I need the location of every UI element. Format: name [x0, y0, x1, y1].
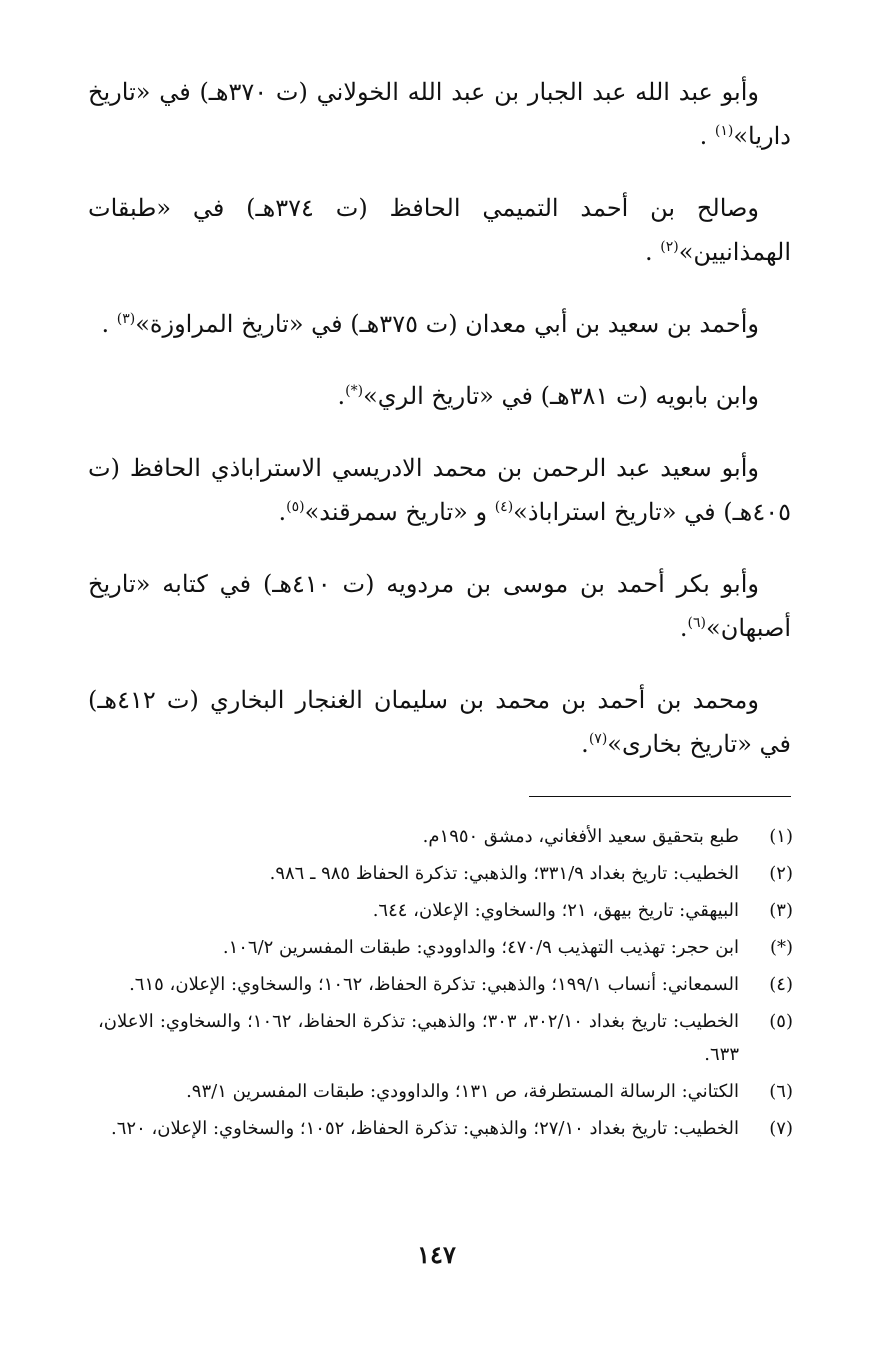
- footnote-ref-4: (٤): [494, 499, 514, 515]
- footnote-1: [98, 820, 793, 853]
- paragraph-4: وابن بابويه (ت ٣٨١هـ) في «تاريخ الري»(*).: [337, 382, 759, 410]
- footnote-6: [98, 1075, 793, 1108]
- footnote-text: السمعاني: أنساب ١٩٩/١؛ والذهبي: تذكرة الحفاظ، ١٠٦٢؛ والسخاوي: الإعلان، ٦١٥.: [129, 974, 739, 995]
- footnote-5: [98, 1005, 793, 1071]
- footnote-text: الخطيب: تاريخ بغداد ٣٠٢/١٠، ٣٠٣؛ والذهبي: تذكرة الحفاظ، ١٠٦٢؛ والسخاوي: الاعلان، ٦٣٣.: [98, 1011, 740, 1065]
- footnote-ref-star: (*): [345, 383, 364, 399]
- page-number: ١٤٧: [417, 1240, 456, 1269]
- footnote-4: [98, 968, 793, 1001]
- footnote-ref-3: (٣): [116, 311, 136, 327]
- footnote-number: (٤): [769, 974, 793, 995]
- footnote-text: الكتاني: الرسالة المستطرفة، ص ١٣١؛ والداوودي: طبقات المفسرين ٩٣/١.: [186, 1081, 739, 1102]
- footnote-number: (٧): [769, 1118, 793, 1139]
- footnote-text: البيهقي: تاريخ بيهق، ٢١؛ والسخاوي: الإعلان، ٦٤٤.: [372, 900, 739, 921]
- footnote-star: [98, 931, 793, 964]
- paragraph-6: وأبو بكر أحمد بن موسى بن مردويه (ت ٤١٠هـ) في كتابه «تاريخ أصبهان»$^{(٦)}$.: [88, 570, 791, 642]
- footnote-text: ابن حجر: تهذيب التهذيب ٤٧٠/٩؛ والداوودي: طبقات المفسرين ١٠٦/٢.: [222, 937, 739, 958]
- footnote-ref-6: (٦): [687, 615, 707, 631]
- paragraph-5: وأبو سعيد عبد الرحمن بن محمد الادريسي الاستراباذي الحافظ (ت ٤٠٥هـ) في «تاريخ استراباذ»$^{(٤)}$ و «تاريخ سمرقند»$^{(٥)}$.: [88, 454, 791, 526]
- paragraph-1: وأبو عبد الله عبد الجبار بن عبد الله الخولاني (ت ٣٧٠هـ) في «تاريخ داريا»$^{(١)}$ .: [88, 78, 791, 150]
- footnote-divider: [529, 796, 791, 797]
- footnote-2: [98, 857, 793, 890]
- footnote-number: (*): [769, 937, 793, 958]
- footnote-text: الخطيب: تاريخ بغداد ٢٧/١٠؛ والذهبي: تذكرة الحفاظ، ١٠٥٢؛ والسخاوي: الإعلان، ٦٢٠.: [111, 1118, 739, 1139]
- footnotes-list: [98, 820, 793, 1149]
- footnote-ref-2: (٢): [660, 239, 679, 255]
- footnote-number: (٣): [769, 900, 793, 921]
- footnote-ref-1: (١): [714, 123, 734, 139]
- footnote-ref-7: (٧): [588, 731, 608, 747]
- footnote-3: [98, 894, 793, 927]
- footnote-number: (٥): [769, 1011, 793, 1032]
- main-text: [88, 70, 791, 794]
- footnote-7: [98, 1112, 793, 1145]
- footnote-number: (١): [769, 826, 793, 847]
- footnote-number: (٢): [769, 863, 793, 884]
- footnote-number: (٦): [769, 1081, 793, 1102]
- footnote-ref-5: (٥): [286, 499, 305, 515]
- paragraph-2: وصالح بن أحمد التميمي الحافظ (ت ٣٧٤هـ) في «طبقات الهمذانيين»$^{(٢)}$ .: [88, 194, 791, 266]
- footnote-text: طبع بتحقيق سعيد الأفغاني، دمشق ١٩٥٠م.: [422, 826, 739, 847]
- footnote-text: الخطيب: تاريخ بغداد ٣٣١/٩؛ والذهبي: تذكرة الحفاظ ٩٨٥ ـ ٩٨٦.: [269, 863, 739, 884]
- paragraph-3: وأحمد بن سعيد بن أبي معدان (ت ٣٧٥هـ) في «تاريخ المراوزة»$^{(٣)}$ .: [101, 310, 759, 338]
- paragraph-7: ومحمد بن أحمد بن محمد بن سليمان الغنجار البخاري (ت ٤١٢هـ) في «تاريخ بخارى»$^{(٧)}$.: [88, 686, 791, 758]
